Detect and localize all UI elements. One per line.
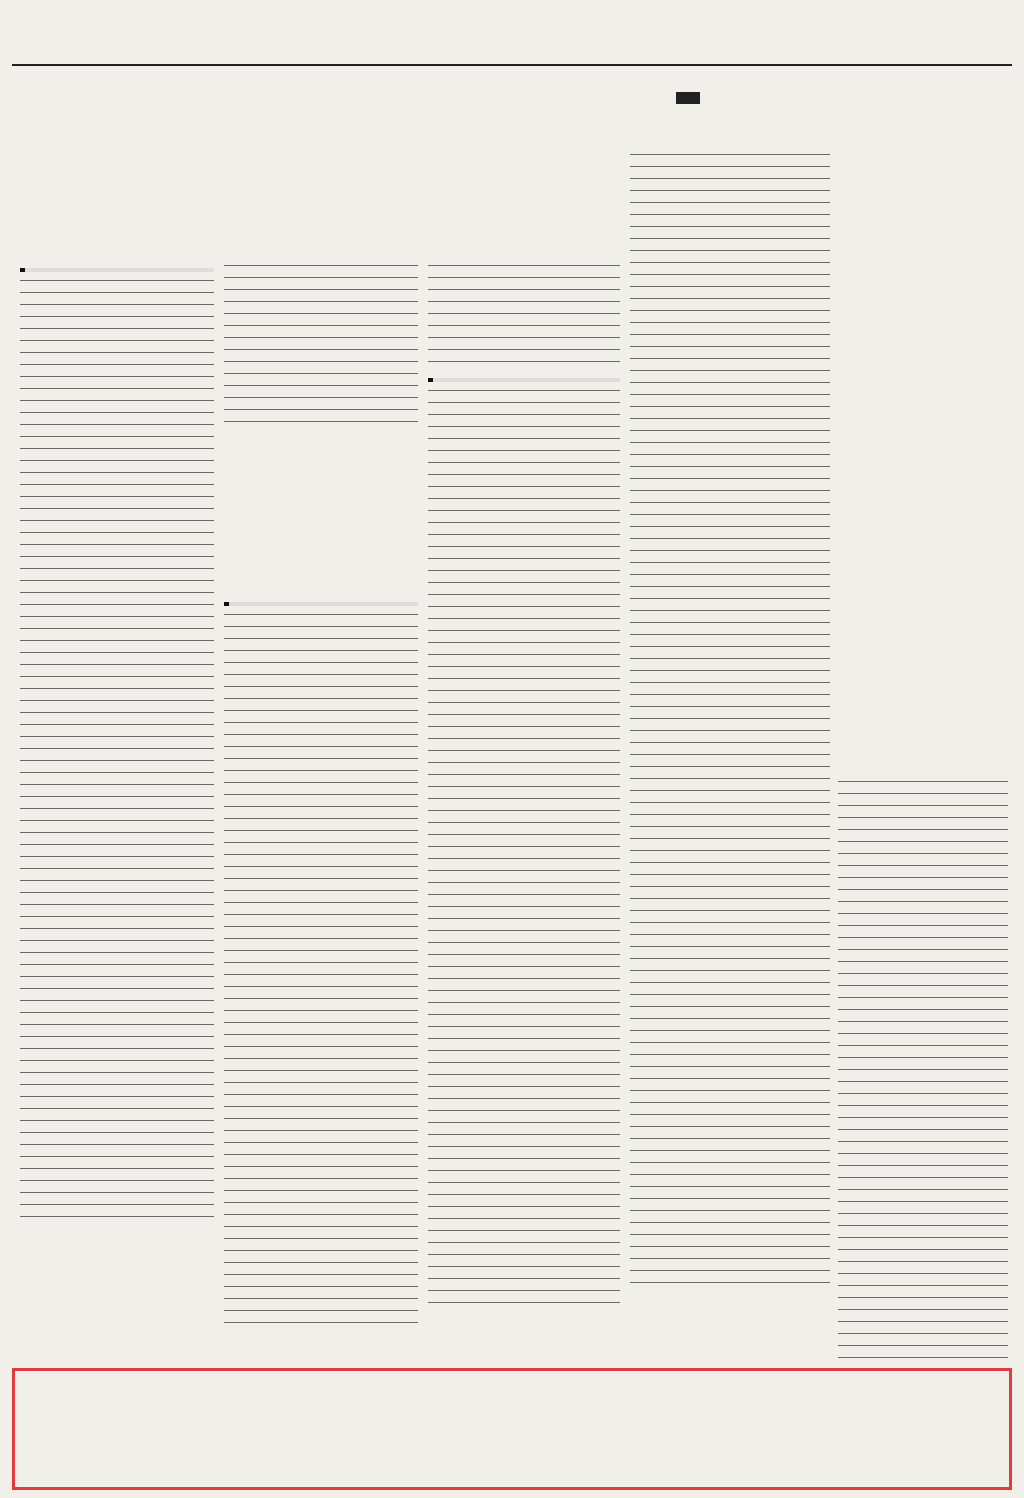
masthead-rule [12, 64, 1012, 66]
body-text-block [224, 611, 418, 1331]
article-3 [12, 1368, 1012, 1493]
body-text-block [224, 262, 418, 422]
article-1-col-1 [20, 262, 214, 1356]
subhead-correct-combination [20, 268, 214, 272]
article-1-col-3 [428, 262, 620, 1356]
body-text-block [428, 387, 620, 1307]
section-banner [676, 92, 700, 104]
article-2-col-2 [838, 778, 1008, 1358]
section-header [1000, 8, 1010, 55]
subhead-multidimensional-combination [224, 602, 418, 606]
body-text-block [428, 262, 620, 372]
article-2-col-1 [630, 148, 830, 1358]
article-2-title-block [912, 150, 1002, 770]
body-text-block [630, 151, 830, 1291]
article-1-col-2 [224, 262, 418, 1356]
body-text-block [20, 277, 214, 1217]
subhead-deep-combination [428, 378, 620, 382]
body-text-block [838, 778, 1008, 1358]
